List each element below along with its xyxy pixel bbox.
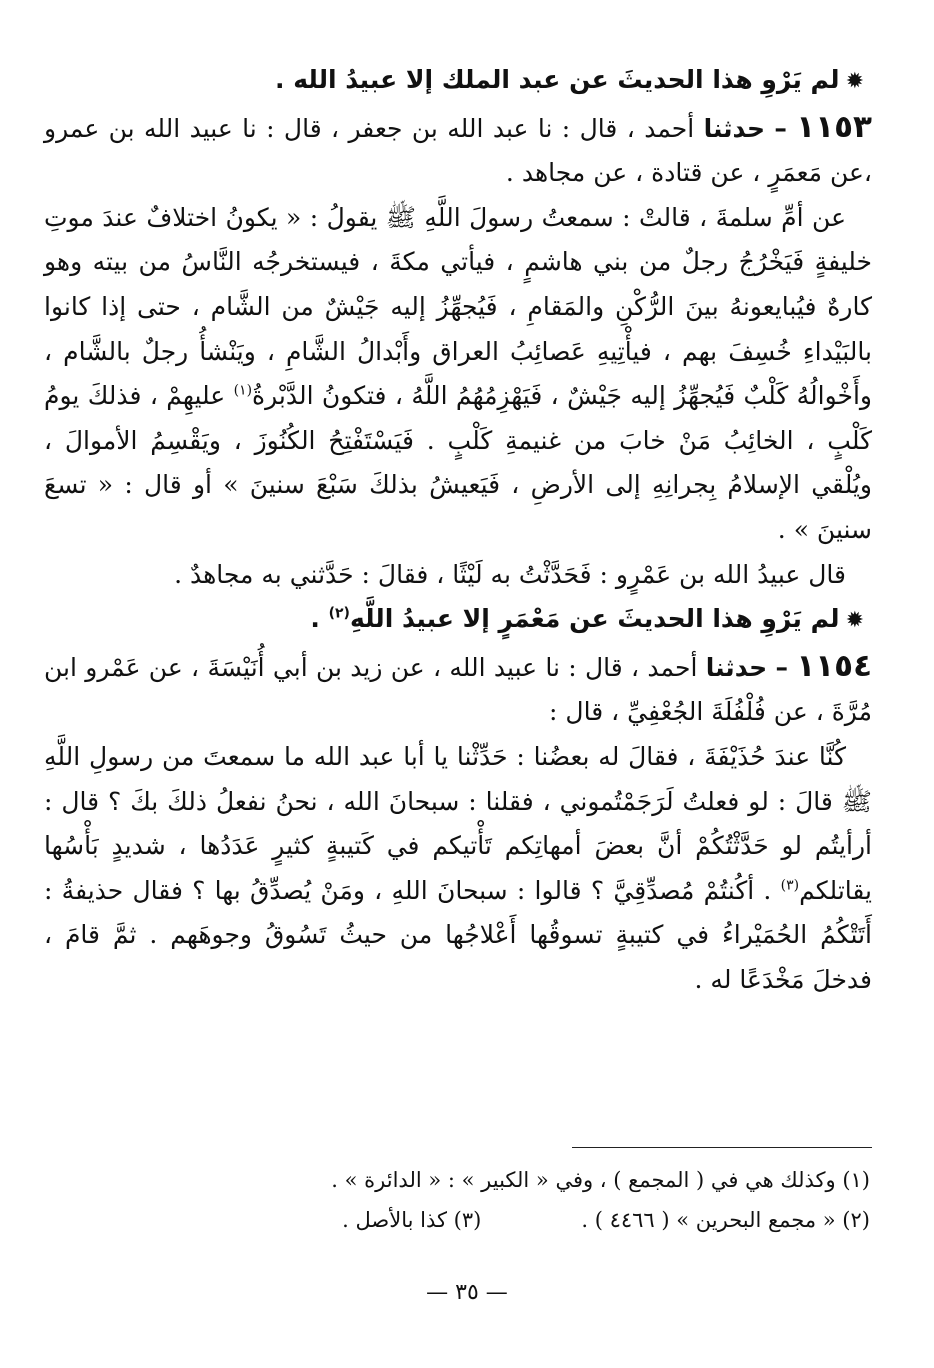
hadith-text: [44, 735, 872, 1003]
hadith-narrated: حدثنا: [703, 113, 766, 143]
footnote-ref: (٢): [328, 605, 350, 622]
section-heading: [44, 597, 872, 644]
heading-end: .: [310, 604, 329, 634]
star-icon: ✹: [845, 608, 864, 634]
hadith-chain: أحمد ، قال : نا عبد الله بن جعفر ، قال : نا عبيد الله بن عمرو ،عن مَعمَرٍ ، عن قتادة ، عن مجاهد .: [44, 113, 872, 188]
footnote-ref: (١): [233, 382, 253, 399]
paragraph-text: قال عبيدُ الله بن عَمْرٍو : فَحَدَّثْتُ به لَيْثًا ، فقالَ : حَدَّثني به مجاهدٌ .: [174, 559, 846, 589]
footnote-3: (٣) كذا بالأصل .: [342, 1208, 482, 1232]
heading-text: لم يَرْوِ هذا الحديثَ عن عبد الملك إلا عبيدُ الله .: [275, 65, 840, 94]
hadith-paragraph: [44, 644, 872, 735]
paragraph-text: عن أمِّ سلمةَ ، قالتْ : سمعتُ رسولَ اللَّهِ ﷺ يقولُ : « يكونُ اختلافٌ عندَ موتِ خليفةٍ فَيَخْرُجُ رجلٌ من بني هاشمٍ ، فيأتي مكةَ ، فيستخرجُه النَّاسُ من بيته وهو كارهٌ فيُبايعونهُ بينَ الرُّكْنِ والمَقامِ ، فَيُجهِّزُ إليه جَيْشٌ من الشَّام ، حتى إذا كانوا بالبَيْداءِ خُسِفَ بهم ، فيأْتِيهِ عَصائِبُ العراق وأَبْدالُ الشَّامِ ، ويَنْشأُ رجلٌ بالشَّام ، وأَخْوالُهُ كَلْبٌ فَيُجهِّزُ إليه جَيْشٌ ، فَيَهْزِمُهُمُ اللَّهُ ، فتكونُ الدَّبْرةُ: [44, 202, 872, 411]
hadith-number: ١١٥٤: [796, 647, 873, 684]
paragraph-text: كُنَّا عندَ حُذَيْفَةَ ، فقالَ له بعضُنا : حَدِّثْنا يا أبا عبد الله ما سمعتَ من رسولِ اللَّهِ ﷺ قالَ : لو فعلتُ لَرَجَمْتُموني ، فقلنا : سبحانَ الله ، نحنُ نفعلُ ذلكَ بكَ ؟ قال : أرأيتُم لو حَدَّثْتُكُمْ أنَّ بعضَ أمهاتِكم تَأْتيكم في كَتيبةٍ كثيرٍ عَدَدُها ، شديدٍ بَأْسُها يقاتلكم: [44, 741, 872, 905]
hadith-number: ١١٥٣: [796, 108, 872, 145]
hadith-dash: –: [775, 652, 788, 682]
hadith-text: [44, 196, 872, 553]
narrator-remark: [44, 553, 872, 598]
star-icon: ✹: [845, 69, 864, 94]
hadith-paragraph: [44, 105, 872, 196]
heading-text: لم يَرْوِ هذا الحديثَ عن مَعْمَرٍ إلا عبيدُ اللَّهِ: [349, 604, 840, 634]
hadith-chain: أحمد ، قال : نا عبيد الله ، عن زيد بن أبي أُنَيْسَةَ ، عن عَمْرو ابن مُرَّةَ ، عن فُلْفُلَةَ الجُعْفِيِّ ، قال :: [44, 652, 872, 727]
footnote-1: (١) وكذلك هي في ( المجمع ) ، وفي « الكبير » : « الدائرة » .: [331, 1168, 870, 1192]
section-heading: [44, 58, 872, 105]
footnote-ref: (٣): [780, 877, 800, 894]
hadith-dash: –: [774, 113, 787, 143]
footnote-2: (٢) « مجمع البحرين » ( ٤٤٦٦ ) .: [581, 1208, 870, 1232]
footnote-row: [60, 1200, 870, 1240]
paragraph-text-cont: عليهِمْ ، فذلكَ يومُ كَلْبٍ ، الخائِبُ مَنْ خابَ من غنيمةِ كَلْبٍ . فَيَسْتَفْتِحُ الكُنُوزَ ، ويَقْسِمُ الأموالَ ، ويُلْقي الإسلامُ بِجرانِهِ إلى الأرضِ ، فَيَعيشُ بذلكَ سَبْعَ سنينَ » أو قال : « تسعَ سنينَ » .: [44, 381, 872, 544]
page-number: — ٣٥ —: [426, 1280, 508, 1305]
paragraph-text-cont: . أكُنتُمْ مُصدِّقِيَّ ؟ قالوا : سبحانَ اللهِ ، ومَنْ يُصدِّقُ بها ؟ فقال حذيفةُ : أَتَتْكُمُ الحُمَيْراءُ في كتيبةٍ تسوقُها أَعْلاجُها من حيثُ تَسُوقُ وجوهَهم . ثمَّ قامَ ، فدخلَ مَخْدَعًا له .: [44, 875, 872, 994]
hadith-narrated: حدثنا: [705, 652, 768, 682]
footnotes: [60, 1160, 870, 1240]
footnote-divider: [572, 1147, 872, 1148]
body-text: [44, 58, 872, 1002]
